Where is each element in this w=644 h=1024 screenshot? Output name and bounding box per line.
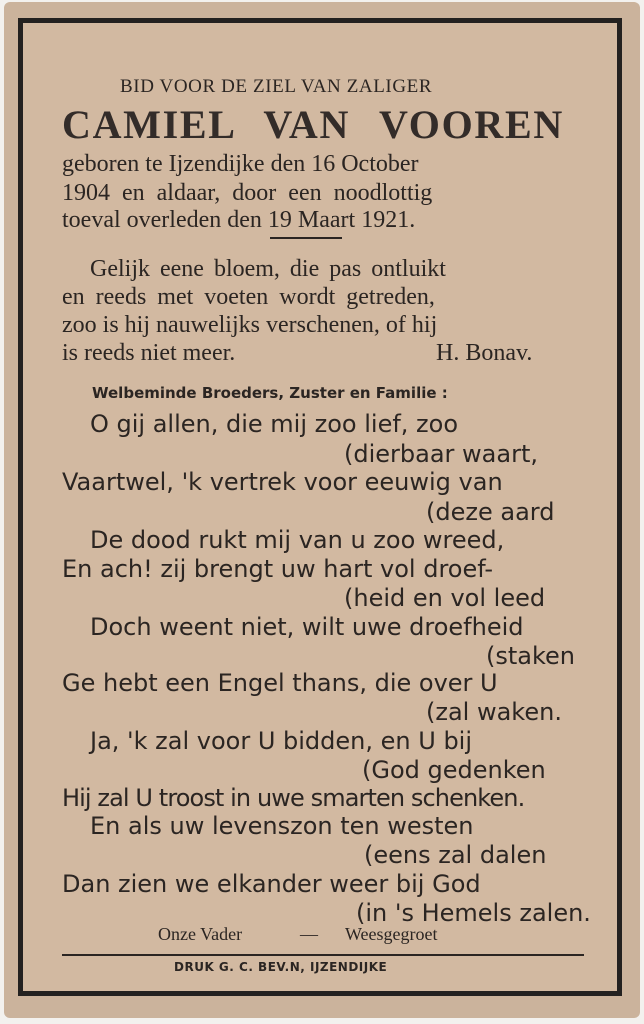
poem-line: (staken (486, 642, 576, 670)
bio-line-2: 1904 en aldaar, door een noodlottig (62, 180, 433, 206)
prayer-heading: BID VOOR DE ZIEL VAN ZALIGER (120, 76, 433, 97)
poem-line: Vaartwel, 'k vertrek voor eeuwig van (62, 468, 503, 496)
poem-line: (dierbaar waart, (344, 440, 538, 468)
poem-line: En ach! zij brengt uw hart vol droef- (62, 555, 494, 583)
poem-line: (heid en vol leed (344, 584, 546, 612)
poem-line: (in 's Hemels zalen. (356, 899, 591, 927)
date-underline (270, 237, 342, 239)
poem-line: O gij allen, die mij zoo lief, zoo (90, 410, 459, 438)
quote-line-4: is reeds niet meer. (62, 340, 236, 366)
poem-line: (God gedenken (362, 756, 546, 784)
prayer-onze-vader: Onze Vader (158, 924, 243, 944)
poem-line: En als uw levenszon ten westen (90, 812, 474, 840)
bio-line-1: geboren te Ijzendijke den 16 October (62, 151, 419, 177)
quote-line-2: en reeds met voeten wordt getreden, (62, 284, 435, 310)
poem-line: (deze aard (426, 498, 555, 526)
deceased-name: CAMIEL VAN VOOREN (62, 102, 564, 147)
bio-line-3: toeval overleden den 19 Maart 1921. (62, 207, 416, 233)
poem-line: De dood rukt mij van u zoo wreed, (90, 526, 505, 554)
quote-author: H. Bonav. (436, 340, 533, 366)
poem-line: Dan zien we elkander weer bij God (62, 870, 481, 898)
poem-line: (zal waken. (426, 698, 562, 726)
poem-line: Ge hebt een Engel thans, die over U (62, 669, 498, 697)
poem-line: Hij zal U troost in uwe smarten schenken. (62, 784, 525, 812)
printer-imprint: DRUK G. C. BEV.N, IJZENDIJKE (174, 960, 388, 974)
poem-line: (eens zal dalen (364, 841, 547, 869)
quote-line-3: zoo is hij nauwelijks verschenen, of hij (62, 312, 438, 338)
footer-rule (62, 954, 584, 956)
poem-line: Ja, 'k zal voor U bidden, en U bij (90, 727, 473, 755)
prayer-dash: — (300, 924, 318, 944)
family-address: Welbeminde Broeders, Zuster en Familie : (92, 384, 448, 402)
quote-line-1: Gelijk eene bloem, die pas ontluikt (90, 256, 446, 282)
prayer-weesgegroet: Weesgegroet (345, 924, 438, 944)
poem-line: Doch weent niet, wilt uwe droefheid (90, 613, 524, 641)
